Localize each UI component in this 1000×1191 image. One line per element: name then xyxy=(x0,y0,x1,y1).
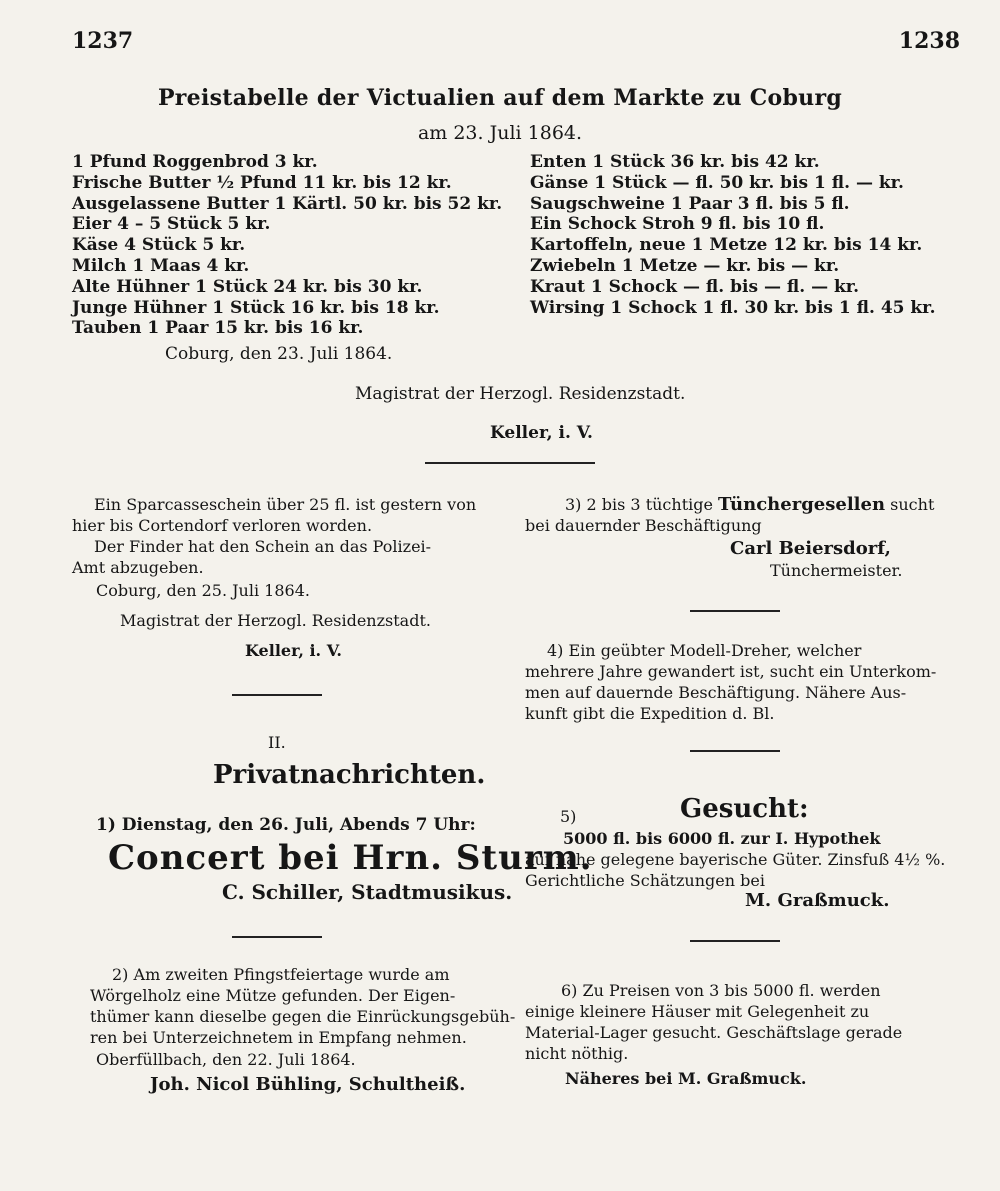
ad6-signer: Näheres bei M. Graßmuck. xyxy=(565,1069,807,1088)
divider xyxy=(232,936,322,938)
notice-line: hier bis Cortendorf verloren worden. xyxy=(72,516,373,535)
notice-line: Amt abzugeben. xyxy=(72,558,204,577)
price-table-place-date: Coburg, den 23. Juli 1864. xyxy=(165,344,393,364)
divider xyxy=(690,610,780,612)
ad1-headline: Concert bei Hrn. Sturm. xyxy=(108,838,593,878)
price-item: Kartoffeln, neue 1 Metze 12 kr. bis 14 kr. xyxy=(530,235,923,256)
price-item: Tauben 1 Paar 15 kr. bis 16 kr. xyxy=(72,318,364,339)
ad6-line: 6) Zu Preisen von 3 bis 5000 fl. werden xyxy=(561,981,881,1000)
price-list-right xyxy=(530,152,936,318)
price-table-date: am 23. Juli 1864. xyxy=(417,122,583,144)
price-item: Eier 4 – 5 Stück 5 kr. xyxy=(72,214,271,235)
ad4-text xyxy=(525,640,936,724)
section-numeral: II. xyxy=(268,733,286,752)
ad5-line: 5000 fl. bis 6000 fl. zur I. Hypothek xyxy=(563,829,881,848)
ad4-line: kunft gibt die Expedition d. Bl. xyxy=(525,704,775,723)
price-item: Frische Butter ½ Pfund 11 kr. bis 12 kr. xyxy=(72,172,452,193)
divider xyxy=(232,694,322,696)
ad4-line: men auf dauernde Beschäftigung. Nähere Aus- xyxy=(525,683,907,702)
page-number-right: 1238 xyxy=(898,28,960,54)
ad2-line: Wörgelholz eine Mütze gefunden. Der Eigen- xyxy=(90,986,456,1005)
ad4-line: mehrere Jahre gewandert ist, sucht ein Unterkom- xyxy=(525,662,937,681)
price-item: Alte Hühner 1 Stück 24 kr. bis 30 kr. xyxy=(72,276,423,297)
divider xyxy=(690,750,780,752)
ad3-signer-title: Tünchermeister. xyxy=(770,561,903,580)
ad5-line: auf nahe gelegene bayerische Güter. Zinsfuß 4½ %. xyxy=(525,850,946,869)
ad1-signer: C. Schiller, Stadtmusikus. xyxy=(222,880,513,904)
ad4-line: 4) Ein geübter Modell-Dreher, welcher xyxy=(547,641,862,660)
notice-signer: Keller, i. V. xyxy=(245,641,342,660)
price-table-signer: Keller, i. V. xyxy=(490,423,593,443)
notice-authority: Magistrat der Herzogl. Residenzstadt. xyxy=(120,611,431,630)
price-item: Ausgelassene Butter 1 Kärtl. 50 kr. bis 52 kr. xyxy=(72,193,503,214)
section-heading: Privatnachrichten. xyxy=(213,760,486,790)
ad5-headline: Gesucht: xyxy=(680,794,809,824)
ad5-signer: M. Graßmuck. xyxy=(745,890,890,911)
price-item: Käse 4 Stück 5 kr. xyxy=(72,235,246,256)
ad2-line: thümer kann dieselbe gegen die Einrückungsgebüh- xyxy=(90,1007,516,1026)
notice-place-date: Coburg, den 25. Juli 1864. xyxy=(96,581,310,600)
ad5-number: 5) xyxy=(560,807,577,826)
price-item: Junge Hühner 1 Stück 16 kr. bis 18 kr. xyxy=(72,297,440,318)
page-number-left: 1237 xyxy=(72,28,134,54)
price-item: Gänse 1 Stück — fl. 50 kr. bis 1 fl. — kr. xyxy=(530,172,904,193)
ad2-place-date: Oberfüllbach, den 22. Juli 1864. xyxy=(96,1050,356,1069)
price-item: Zwiebeln 1 Metze — kr. bis — kr. xyxy=(530,255,840,276)
ad3-signer: Carl Beiersdorf, xyxy=(730,538,891,559)
price-item: 1 Pfund Roggenbrod 3 kr. xyxy=(72,152,318,172)
price-table-title: Preistabelle der Victualien auf dem Markte zu Coburg xyxy=(157,85,843,111)
price-table-authority: Magistrat der Herzogl. Residenzstadt. xyxy=(355,384,686,404)
ad6-line: einige kleinere Häuser mit Gelegenheit zu xyxy=(525,1002,870,1021)
ad5-line: Gerichtliche Schätzungen bei xyxy=(525,871,765,890)
ad3-suffix: sucht xyxy=(890,495,935,514)
ad6-line: nicht nöthig. xyxy=(525,1044,629,1063)
ad6-line: Material-Lager gesucht. Geschäftslage gerade xyxy=(525,1023,903,1042)
ad5-text xyxy=(525,828,945,891)
notice-sparcasse xyxy=(72,494,492,578)
divider xyxy=(425,462,595,464)
ad3-line1 xyxy=(565,494,934,515)
divider xyxy=(690,940,780,942)
ad3-prefix: 3) 2 bis 3 tüchtige xyxy=(565,495,713,514)
price-item: Saugschweine 1 Paar 3 fl. bis 5 fl. xyxy=(530,193,850,214)
notice-line: Ein Sparcasseschein über 25 fl. ist gestern von xyxy=(94,495,477,514)
ad3-line2: bei dauernder Beschäftigung xyxy=(525,516,762,535)
price-item: Enten 1 Stück 36 kr. bis 42 kr. xyxy=(530,152,820,172)
price-item: Wirsing 1 Schock 1 fl. 30 kr. bis 1 fl. 45 kr. xyxy=(530,297,936,318)
ad6-text xyxy=(525,980,902,1064)
price-item: Ein Schock Stroh 9 fl. bis 10 fl. xyxy=(530,214,825,235)
ad2-line: 2) Am zweiten Pfingstfeiertage wurde am xyxy=(112,965,450,984)
price-list-left xyxy=(72,152,502,339)
ad2-text xyxy=(90,964,515,1048)
price-item: Milch 1 Maas 4 kr. xyxy=(72,255,250,276)
ad2-line: ren bei Unterzeichnetem in Empfang nehmen. xyxy=(90,1028,467,1047)
price-item: Kraut 1 Schock — fl. bis — fl. — kr. xyxy=(530,276,860,297)
ad2-signer: Joh. Nicol Bühling, Schultheiß. xyxy=(150,1074,466,1095)
notice-line: Der Finder hat den Schein an das Polizei- xyxy=(94,537,432,556)
ad1-intro: 1) Dienstag, den 26. Juli, Abends 7 Uhr: xyxy=(96,815,476,835)
ad3-bold: Tünchergesellen xyxy=(718,494,886,515)
